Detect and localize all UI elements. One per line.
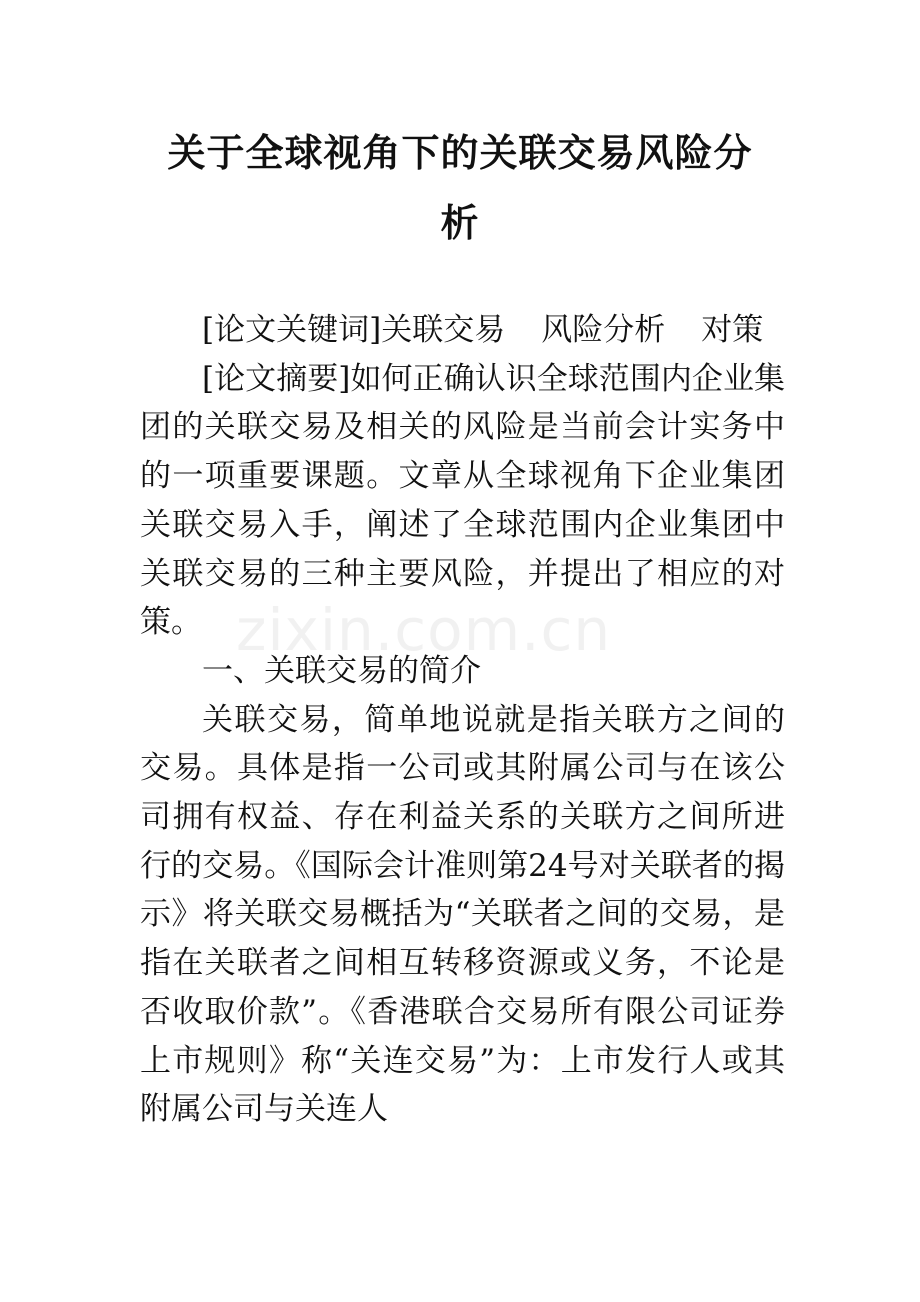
section-heading: 一、关联交易的简介 — [202, 652, 481, 689]
keyword-term: 关联交易 — [381, 312, 506, 348]
body-paragraph: 关联交易，简单地说就是指关联方之间的交易。具体是指一公司或其附属公司与在该公司拥有权益、存在利益关系的关联方之间所进行的交易。《国际会计准则第24号对关联者的揭示》将关联交易概括为“关联者之间的交易，是指在关联者之间相互转移资源或义务，不论是否收取价款”。《香港联合交易所有限公司证券上市规则》称“关连交易”为：上市发行人或其附属公司与关连人 — [140, 701, 785, 1128]
keyword-term: 对策 — [701, 312, 764, 348]
keywords-line — [140, 306, 785, 355]
keywords-label: [论文关键词] — [202, 312, 382, 348]
keyword-term: 风险分析 — [541, 312, 666, 348]
document-body — [140, 306, 785, 1134]
abstract-paragraph: [论文摘要]如何正确认识全球范围内企业集团的关联交易及相关的风险是当前会计实务中的一项重要课题。文章从全球视角下企业集团关联交易入手，阐述了全球范围内企业集团中关联交易的三种主要风险，并提出了相应的对策。 — [140, 360, 785, 641]
document-title: 关于全球视角下的关联交易风险分析 — [167, 131, 753, 245]
watermark: zixin.com.cn — [236, 596, 612, 664]
